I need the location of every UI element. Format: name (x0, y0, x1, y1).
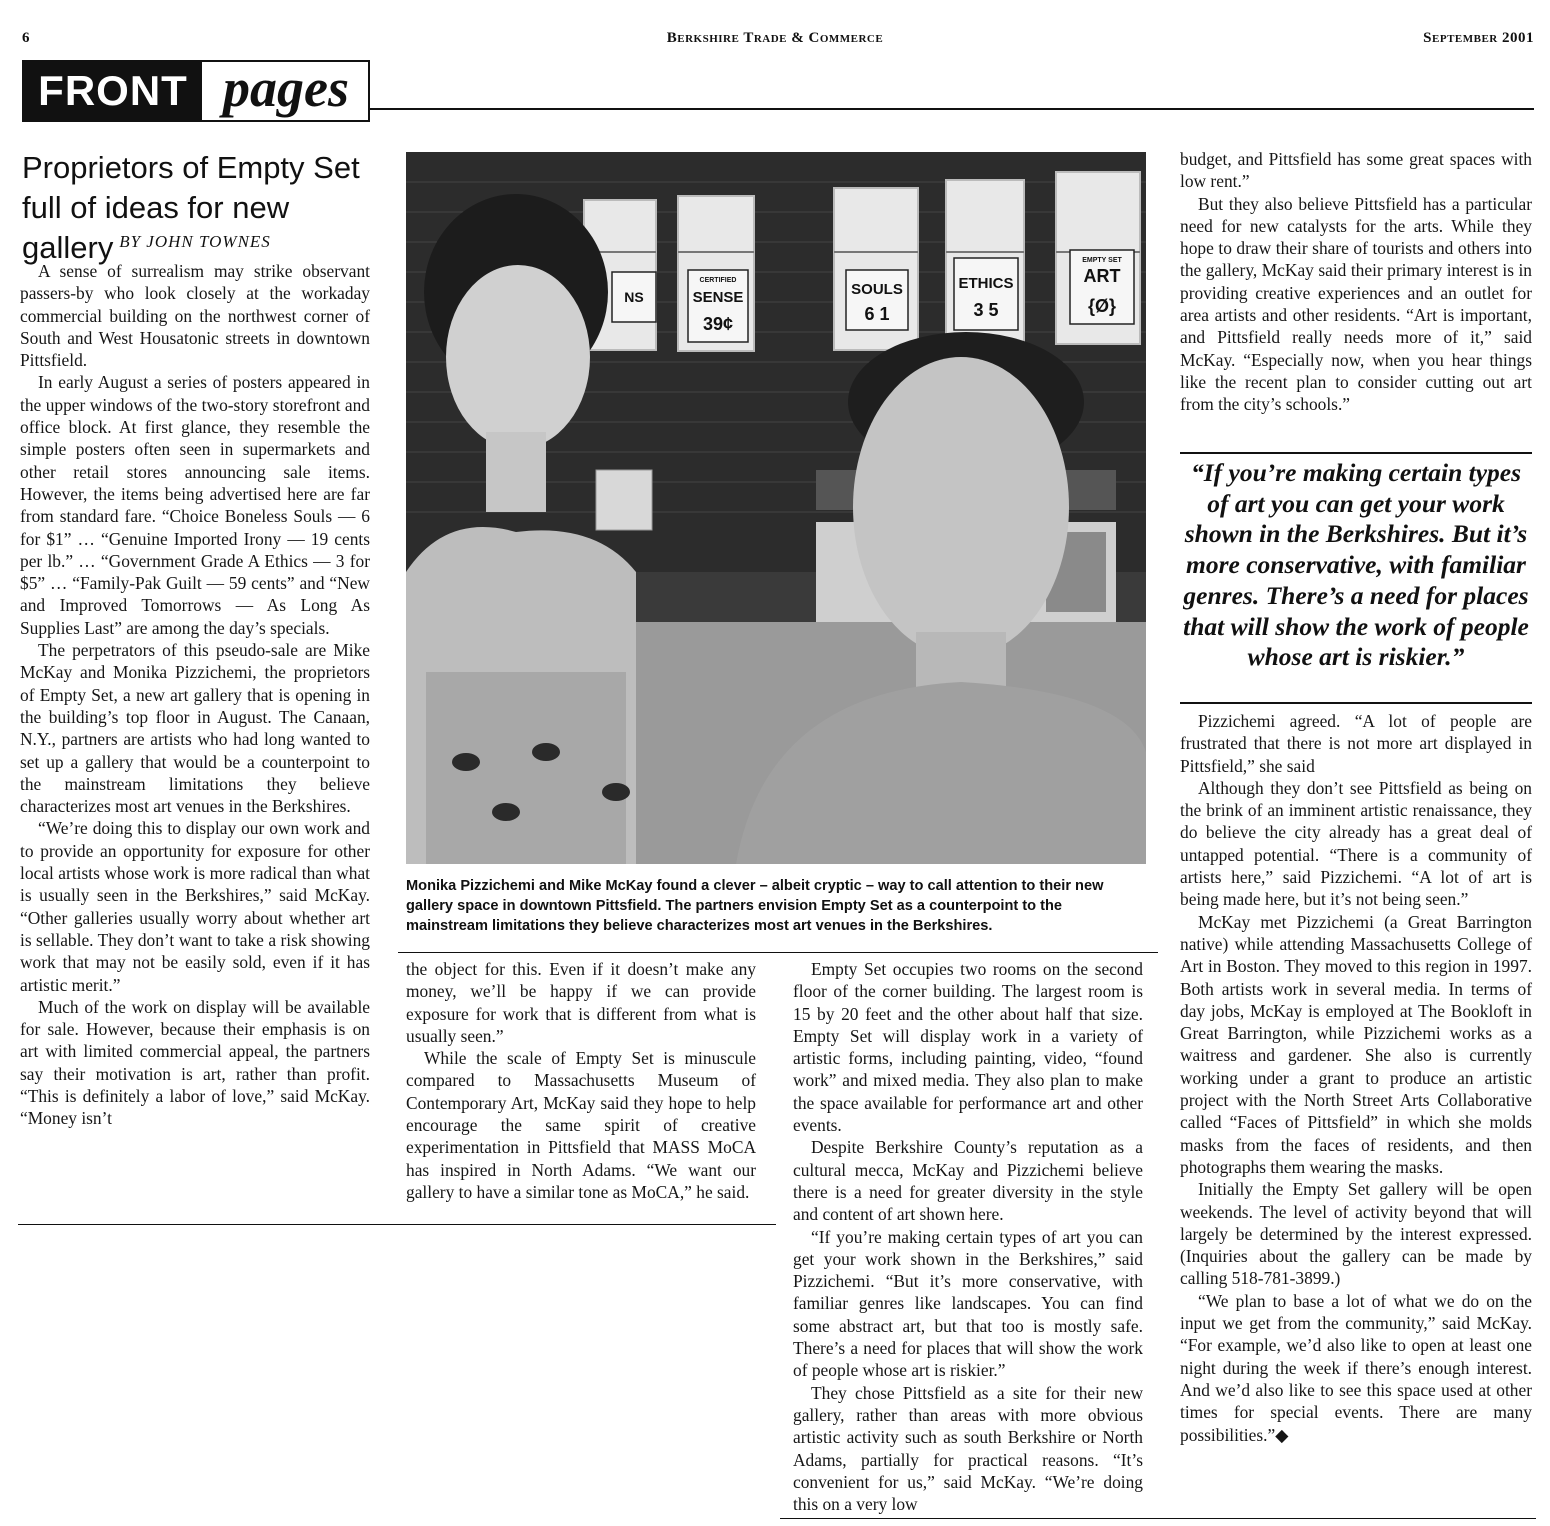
article-column-4-bottom (1180, 710, 1532, 1446)
paragraph: “We’re doing this to display our own work and to provide an opportunity for exposure for other local artists whose work is more radical than what is usually seen in the Berkshires,” said McKay. “Other galleries usually worry about whether art is sellable. They don’t want to take a risk showing work that may not be easily sold, even if it has artistic merit.” (20, 818, 370, 995)
paragraph: A sense of surrealism may strike observant passers-by who look closely at the workaday commercial building on the northwest corner of South and West Housatonic streets in downtown Pittsfield. (20, 261, 370, 371)
article-column-4-top (1180, 148, 1532, 416)
paragraph: “If you’re making certain types of art you can get your work shown in the Berkshires,” said Pizzichemi. “But it’s more conservative, with familiar genres like landscapes. You can find some abstract art, but that too is mostly safe. There’s a need for places that will show the work of people whose art is riskier.” (793, 1226, 1143, 1381)
paragraph: But they also believe Pittsfield has a particular need for new catalysts for the arts. While they hope to draw their share of tourists and others into the gallery, McKay said their primary interest is in providing creative experiences and an outlet for area artists and other residents. “Art is important, and Pittsfield really needs more of it,” said McKay. “Especially now, when you hear things like the recent plan to consider cutting out art from the city’s schools.” (1180, 193, 1532, 415)
issue-date: September 2001 (1423, 30, 1534, 46)
caption-rule (398, 952, 1158, 953)
poster-text: CERTIFIED (699, 277, 737, 284)
photo-illustration (406, 152, 1146, 864)
section-logo-front: FRONT (24, 62, 202, 120)
poster-text: 39¢ (702, 314, 734, 334)
paragraph: budget, and Pittsfield has some great spaces with low rent.” (1180, 149, 1532, 192)
paragraph: The perpetrators of this pseudo-sale are Mike McKay and Monika Pizzichemi, the proprietors of Empty Set, a new art gallery that is opening in the building’s top floor in August. The Canaan, N.Y., partners are artists who had long wanted to set up a gallery that would be a counterpoint to the mainstream limitations they believe characterizes most art venues in the Berkshires. (20, 640, 370, 817)
paragraph: Although they don’t see Pittsfield as being on the brink of an imminent artistic renaissance, they do believe the city already has a great deal of untapped potential. “There is a community of artists here,” said Pizzichemi. “A lot of art is being made here, but it’s not being seen.” (1180, 777, 1532, 910)
paragraph: In early August a series of posters appeared in the upper windows of the two-story storefront and office block. At first glance, they resemble the simple posters often seen in supermarkets and other retail stores announcing sale items. However, the items being advertised here are far from standard fare. “Choice Boneless Souls — 6 for $1” … “Genuine Imported Irony — 19 cents per lb.” … “Government Grade A Ethics — 3 for $5” … “Family-Pak Guilt — 59 cents” and “New and Improved Tomorrows — As Long As Supplies Last” are among the day’s specials. (20, 372, 370, 638)
paragraph: “We plan to base a lot of what we do on the input we get from the community,” said McKay. “For example, we’d also like to open at least one night during the week if there’s enough interest. And we’d also like to see this space used at other times for special events. There are many possibilities.”◆ (1180, 1290, 1532, 1445)
header-rule (370, 108, 1534, 110)
poster-text: ETHICS (958, 275, 1014, 292)
pull-quote-rule-bottom (1180, 702, 1532, 704)
paragraph: They chose Pittsfield as a site for their new gallery, rather than areas with more obvious artistic activity such as south Berkshire or North Adams, partially for practical reasons. “It’s convenient for us,” said McKay. “We’re doing this on a very low (793, 1382, 1143, 1515)
bottom-rule-right (780, 1518, 1536, 1519)
paragraph: the object for this. Even if it doesn’t make any money, we’ll be happy if we can provide exposure for work that is different from what is usually seen.” (406, 959, 756, 1046)
poster-text: NS (624, 289, 644, 305)
paragraph: Pizzichemi agreed. “A lot of people are frustrated that there is not more art displayed in Pittsfield,” she said (1180, 711, 1532, 776)
poster-text: {Ø} (1087, 296, 1117, 316)
poster-text: EMPTY SET (1082, 257, 1122, 264)
photo-caption: Monika Pizzichemi and Mike McKay found a clever – albeit cryptic – way to call attention to their new gallery space in downtown Pittsfield. The partners envision Empty Set as a counterpoint to the mainstream limitations they believe characterizes most art venues in the Berkshires. (406, 878, 1104, 934)
section-logo (22, 60, 370, 122)
pull-quote-rule-top (1180, 452, 1532, 454)
page-number: 6 (22, 30, 30, 46)
byline: BY JOHN TOWNES (119, 232, 271, 251)
paragraph: Initially the Empty Set gallery will be open weekends. The level of activity beyond that will largely be determined by the interest expressed. (Inquiries about the gallery can be made by calling 518-781-3899.) (1180, 1179, 1532, 1289)
poster-text: 3 5 (973, 300, 999, 320)
article-column-2 (406, 958, 756, 1203)
headline-line-2: full of ideas for new gallery (22, 190, 290, 265)
publication-name: Berkshire Trade & Commerce (666, 30, 884, 46)
paragraph: While the scale of Empty Set is minuscule compared to Massachusetts Museum of Contemporary Art, McKay said they hope to help encourage the same spirit of creative experimentation in Pittsfield that MASS MoCA has inspired in North Adams. “We want our gallery to have a similar tone as MoCA,” he said. (406, 1048, 756, 1202)
paragraph: Despite Berkshire County’s reputation as a cultural mecca, McKay and Pizzichemi believe there is a need for greater diversity in the style and content of art shown here. (793, 1137, 1143, 1225)
article-column-1 (20, 260, 370, 1130)
poster-text: 6 1 (864, 304, 890, 324)
paragraph: Empty Set occupies two rooms on the second floor of the corner building. The largest room is 15 by 20 feet and the other about half that size. Empty Set will display work in a variety of artistic forms, including painting, video, “found work” and mixed media. They also plan to make the space available for performance art and other events. (793, 959, 1143, 1136)
headline-line-1: Proprietors of Empty Set (22, 150, 360, 185)
poster-text: SENSE (692, 289, 744, 306)
poster-text: SOULS (851, 281, 903, 298)
paragraph: Much of the work on display will be available for sale. However, because their emphasis is on art with limited commercial appeal, the partners say their motivation is art, rather than profit. “This is definitely a labor of love,” said McKay. “Money isn’t (20, 996, 370, 1129)
bottom-rule-left (18, 1224, 776, 1225)
paragraph: McKay met Pizzichemi (a Great Barrington native) while attending Massachusetts College of Art in Boston. They moved to this region in 1997. Both artists work in several media. In terms of day jobs, McKay is employed at The Bookloft in Great Barrington, while Pizzichemi works as a waitress and gardener. She also is currently working under a grant to produce an artistic project with the North Street Arts Collaborative called “Faces of Pittsfield” in which she molds masks from the faces of residents, and then photographs them wearing the masks. (1180, 911, 1532, 1177)
article-column-3 (793, 958, 1143, 1515)
pull-quote: “If you’re making certain types of art you can get your work shown in the Berkshires. But it’s more conservative, with familiar genres. There’s a need for places that will show the work of people whose art is riskier.” (1183, 458, 1529, 672)
article-photo (406, 152, 1146, 864)
section-logo-pages: pages (223, 58, 349, 118)
poster-text: ART (1083, 266, 1121, 286)
